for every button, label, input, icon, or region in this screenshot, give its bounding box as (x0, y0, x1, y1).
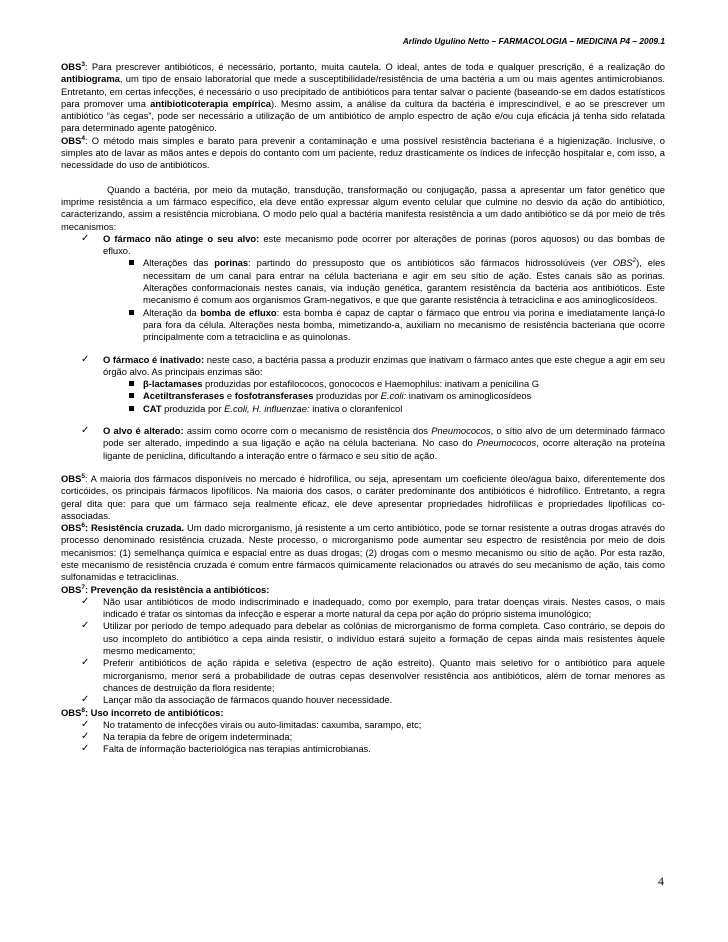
mechanism-item-3: ✓ O alvo é alterado: assim como ocorre com o mecanismo de resistência dos Pneumococos, o sítio alvo de um determinado fármaco pode ser alterado, impedindo a sua ligação e ação na célula bacteriana. No caso do Pneumococos, ocorre alteração na proteína ligante de peniclina, dificultando a interação entre o fármaco e seu sítio de ação. (61, 425, 665, 462)
efflux-pump-item: Alteração da bomba de efluxo: esta bomba é capaz de captar o fármaco que entrou via porina e imediatamente lançá-lo para fora da célula. Alterações nesta bomba, mimetizando-a, auxiliam no mecanismo de resistência bacteriana que ocorre principalmente com a tetraciclina e as quinolonas. (61, 307, 665, 344)
enzymes-sublist (61, 378, 665, 415)
prevention-list (61, 596, 665, 707)
mechanism-1-sublist (61, 257, 665, 343)
obs3-paragraph: OBS$^3$: Para prescrever antibióticos, é necessário, portanto, muita cautela. O ideal, antes de toda e qualquer prescrição, é a realização do antibiograma, um tipo de ensaio laboratorial que mede a susceptibilidade/resistência de uma bactéria a um ou mais agentes antimicrobianos. Entretanto, em certas infecções, é necessário o uso precipitado de antibióticos para tentar salvar o paciente (baseando-se em dados estatísticos para promover uma antibioticoterapia empírica). Mesmo assim, a análise da cultura da bactéria é imprescindível, e ao se prescrever um antibiótico “às cegas”, pode ser necessário a utilização de um antibiótico de amplo espectro de ação e/ou cuja eficácia já tenha sido relatada para determinado agente patogênico. (61, 61, 665, 134)
obs4-paragraph: OBS$^4$: O método mais simples e barato para prevenir a contaminação e uma possível resistência bacteriana é a higienização. Inclusive, o simples ato de lavar as mãos antes e depois do contanto com um paciente, reduz drasticamente os índices de infecção hospitalar e, com isso, a necessidade do uso de antibióticos. (61, 134, 665, 171)
porinas-item: Alterações das porinas: partindo do pressuposto que os antibióticos são fármacos hidrossolúveis (ver OBS$^2$), eles necessitam de um canal para entrar na célula bacteriana e agir em seu sítio de ação. Estes canais são as porinas. Alterações conformacionais nestes canais, via indução genética, garantem resistência da bactéria aos antibióticos. Este mecanismo é comum aos organismos Gram-negativos, e que que garante resistência à tetraciclina e aos aminoglicosídeos. (61, 257, 665, 306)
mechanism-list-1 (61, 233, 665, 258)
prevention-item: ✓ Lançar mão da associação de fármacos quando houver necessidade. (61, 694, 665, 706)
mechanism-list-2 (61, 354, 665, 379)
obs4-label: OBS$^4$ (61, 134, 85, 146)
mechanism-item-1: ✓ O fármaco não atinge o seu alvo: este mecanismo pode ocorrer por alterações de porinas (poros aquosos) ou das bombas de efluxo. (61, 233, 665, 258)
page-number: 4 (658, 874, 664, 888)
incorrect-use-item: ✓ Na terapia da febre de origem indeterminada; (61, 731, 665, 743)
enzyme-item-cat: CAT produzida por E.coli, H. influenzae: inativa o cloranfenicol (61, 403, 665, 415)
incorrect-use-item: ✓ No tratamento de infecções virais ou auto-limitadas: caxumba, sarampo, etc; (61, 719, 665, 731)
mechanism-item-2: ✓ O fármaco é inativado: neste caso, a bactéria passa a produzir enzimas que inativam o fármaco antes que este chegue a agir em seu órgão alvo. As principais enzimas são: (61, 354, 665, 379)
obs6-label: OBS$^6$: Resistência cruzada. (61, 522, 185, 534)
obs8-heading: OBS$^8$: Uso incorreto de antibióticos: (61, 706, 224, 718)
running-header: Arlindo Ugulino Netto – FARMACOLOGIA – MEDICINA P4 – 2009.1 (402, 36, 665, 46)
mechanism-list-3 (61, 425, 665, 462)
obs7-heading: OBS$^7$: Prevenção da resistência a antibióticos: (61, 583, 270, 595)
prevention-item: ✓ Preferir antibióticos de ação rápida e seletiva (espectro de ação estreito). Quanto mais seletivo for o antibiótico para aquele microrganismo, menor será a probabilidade de outras cepas desenvolver resistência aos antibióticos, além de tornar menores as chances de destruição da flora residente; (61, 657, 665, 694)
enzyme-item-lactamases: β-lactamases produzidas por estafilococos, gonococos e Haemophilus: inativam a penicilina G (61, 378, 665, 390)
document-page (61, 36, 665, 756)
enzyme-item-transferases: Acetiltransferases e fosfotransferases produzidas por E.coli: inativam os aminoglicosídeos (61, 390, 665, 402)
intro-paragraph: Quando a bactéria, por meio da mutação, transdução, transformação ou conjugação, passa a apresentar um fator genético que imprime resistência a um fármaco específico, ela deve então expressar algum evento celular que culmine no desvio da ação do antibiótico, caracterizando, assim a resistência microbiana. O modo pelo qual a bactéria manifesta resistência a um dado antibiótico se dá por meio de três mecanismos: (61, 183, 665, 232)
obs5-paragraph: OBS$^5$: A maioria dos fármacos disponíveis no mercado é hidrofílica, ou seja, apresentam um coeficiente óleo/água baixo, diferentemente dos corticóides, os principais fármacos lipofílicos. Na maioria dos casos, o caráter predominante dos antibióticos é hidrofílico. Entretanto, a regra geral dita que: para que um fármaco seja realmente eficaz, ele deve apresentar propriedades hidrofílicas e propriedades lipofílicas co-associadas. (61, 472, 665, 521)
obs6-paragraph: OBS$^6$: Resistência cruzada. Um dado microrganismo, já resistente a um certo antibiótico, pode se tornar resistente a outras drogas através do processo denominado resistência cruzada. Neste processo, o microrganismo pode aumentar seu espectro de resistência por meio de dois mecanismos: (1) semelhança química e espacial entre as duas drogas; (2) drogas com o mesmo mecanismo ou sítio de ação. Por esta razão, este mecanismo de resistência cruzada é comum entre fármacos quimicamente relacionados ou através do seu mecanismo de ação, tais como sulfonamidas e tetraciclinas. (61, 522, 665, 583)
obs3-label: OBS$^3$ (61, 61, 85, 72)
prevention-item: ✓ Não usar antibióticos de modo indiscriminado e inadequado, como por exemplo, para tratar doenças virais. Nestes casos, o mais indicado é tratar os sintomas da infecção e esperar a morte natural da cepa por ação do próprio sistema imunológico; (61, 596, 665, 621)
obs5-label: OBS$^5$ (61, 472, 85, 484)
incorrect-use-list (61, 719, 665, 756)
incorrect-use-item: ✓ Falta de informação bacteriológica nas terapias antimicrobianas. (61, 743, 665, 755)
prevention-item: ✓ Utilizar por período de tempo adequado para debelar as colônias de microrganismo de forma completa. Caso contrário, se depois do uso incompleto do antibiótico a cepa ainda resistir, o indivíduo estará sujeito a formação de cepas ainda mais resistentes àquele mesmo medicamento; (61, 620, 665, 657)
